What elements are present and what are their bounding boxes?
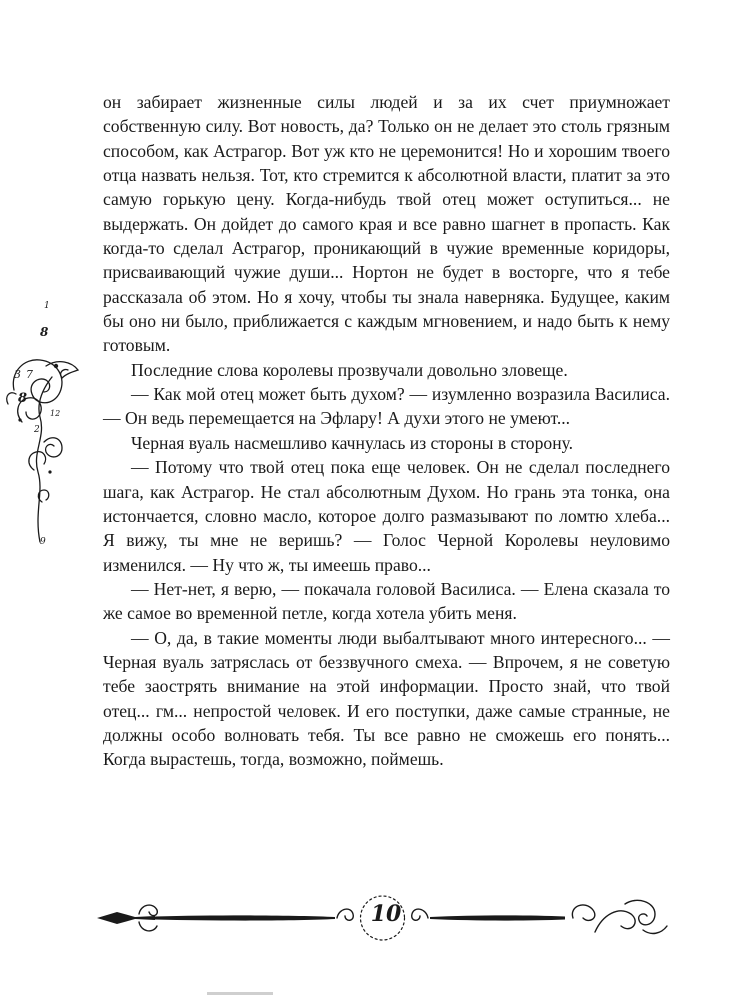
ornament-center-swirl-right <box>412 909 428 920</box>
ornament-right-tail <box>643 926 667 933</box>
paragraph: — О, да, в такие моменты люди выбалтывают много интересного... — Черная вуаль затряслась от беззвучного смеха. — Впрочем, я не советую тебе заострять внимание на этой информации. Просто знай, что твой отец... гм... непростой человек. И его поступки, даже самые странные, не должны особо волновать тебя. Ты все равно не сможешь его понять... Когда вырастешь, тогда, возможно, поймешь. <box>103 627 670 770</box>
paragraph: — Как мой отец может быть духом? — изумленно возразила Василиса. — Он ведь перемещается на Эфлару! А духи этого не умеют... <box>103 384 670 429</box>
bottom-edge-mark <box>207 992 273 995</box>
clock-digit: 7 <box>26 368 33 381</box>
clock-digit: 12 <box>50 409 61 418</box>
clock-digit: 3 <box>14 368 21 381</box>
clock-digit: 8 <box>40 325 49 339</box>
paragraph: — Потому что твой отец пока еще человек. Он не сделал последнего шага, как Астрагор. Не стал абсолютным Духом. Но грань эта тонка, она истончается, словно масло, которое долго размазывают по ломтю хлеба... Я вижу, ты мне не веришь? — Голос Черной Королевы неуловимо изменился. — Ну что ж, ты имеешь право... <box>103 457 670 575</box>
clock-spiral-ornament <box>0 292 80 552</box>
body-text <box>103 90 670 772</box>
clock-digit: 9 <box>40 537 46 547</box>
ornament-dot <box>18 418 21 421</box>
ornament-left-bar <box>155 915 335 920</box>
ornament-right-bar <box>430 915 565 920</box>
ornament-dot <box>48 470 51 473</box>
ornament-dot <box>122 915 128 921</box>
page-number: 10 <box>370 901 402 927</box>
ornament-lower-swirl-b <box>44 438 62 457</box>
ornament-hook-curl <box>46 362 78 378</box>
ornament-center-swirl-left <box>337 909 353 920</box>
ornament-left-curl <box>139 905 157 916</box>
ornament-dot <box>54 364 58 368</box>
ornament-right-spiral-b <box>595 911 635 932</box>
paragraph: — Нет-нет, я верю, — покачала головой Василиса. — Елена сказала то же самое во временной петле, когда хотела убить меня. <box>103 578 670 624</box>
paragraph: он забирает жизненные силы людей и за их счет приумножает собственную силу. Вот новость, да? Только он не делает это столь грязным способом, как Астрагор. Вот уж кто не церемонится! Но и хорошим твоего отца назвать нельзя. Тот, кто стремится к абсолютной власти, платит за это самую горькую цену. Когда-нибудь твой отец может оступиться... не выдержать. Он дойдет до самого края и все равно шагнет в пропасть. Как когда-то сделал Астрагор, проникающий в чужие временные коридоры, присваивающий чужие души... Нортон не будет в восторге, что я тебе рассказала об этом. Но я хочу, чтобы ты знала наверняка. Будущее, каким бы оно ни было, приближается с каждым мгновением, и надо быть к нему готовым. <box>103 92 670 356</box>
clock-digit: 1 <box>44 301 50 311</box>
paragraph: Черная вуаль насмешливо качнулась из стороны в сторону. <box>131 432 574 453</box>
paragraph: Последние слова королевы прозвучали довольно зловеще. <box>131 359 568 380</box>
ornament-wave <box>7 393 16 404</box>
clock-digit: 2 <box>34 425 40 435</box>
ornament-right-spiral-a <box>572 905 594 920</box>
ornament-left-curl <box>139 922 157 931</box>
clock-digit: 8 <box>18 391 28 406</box>
